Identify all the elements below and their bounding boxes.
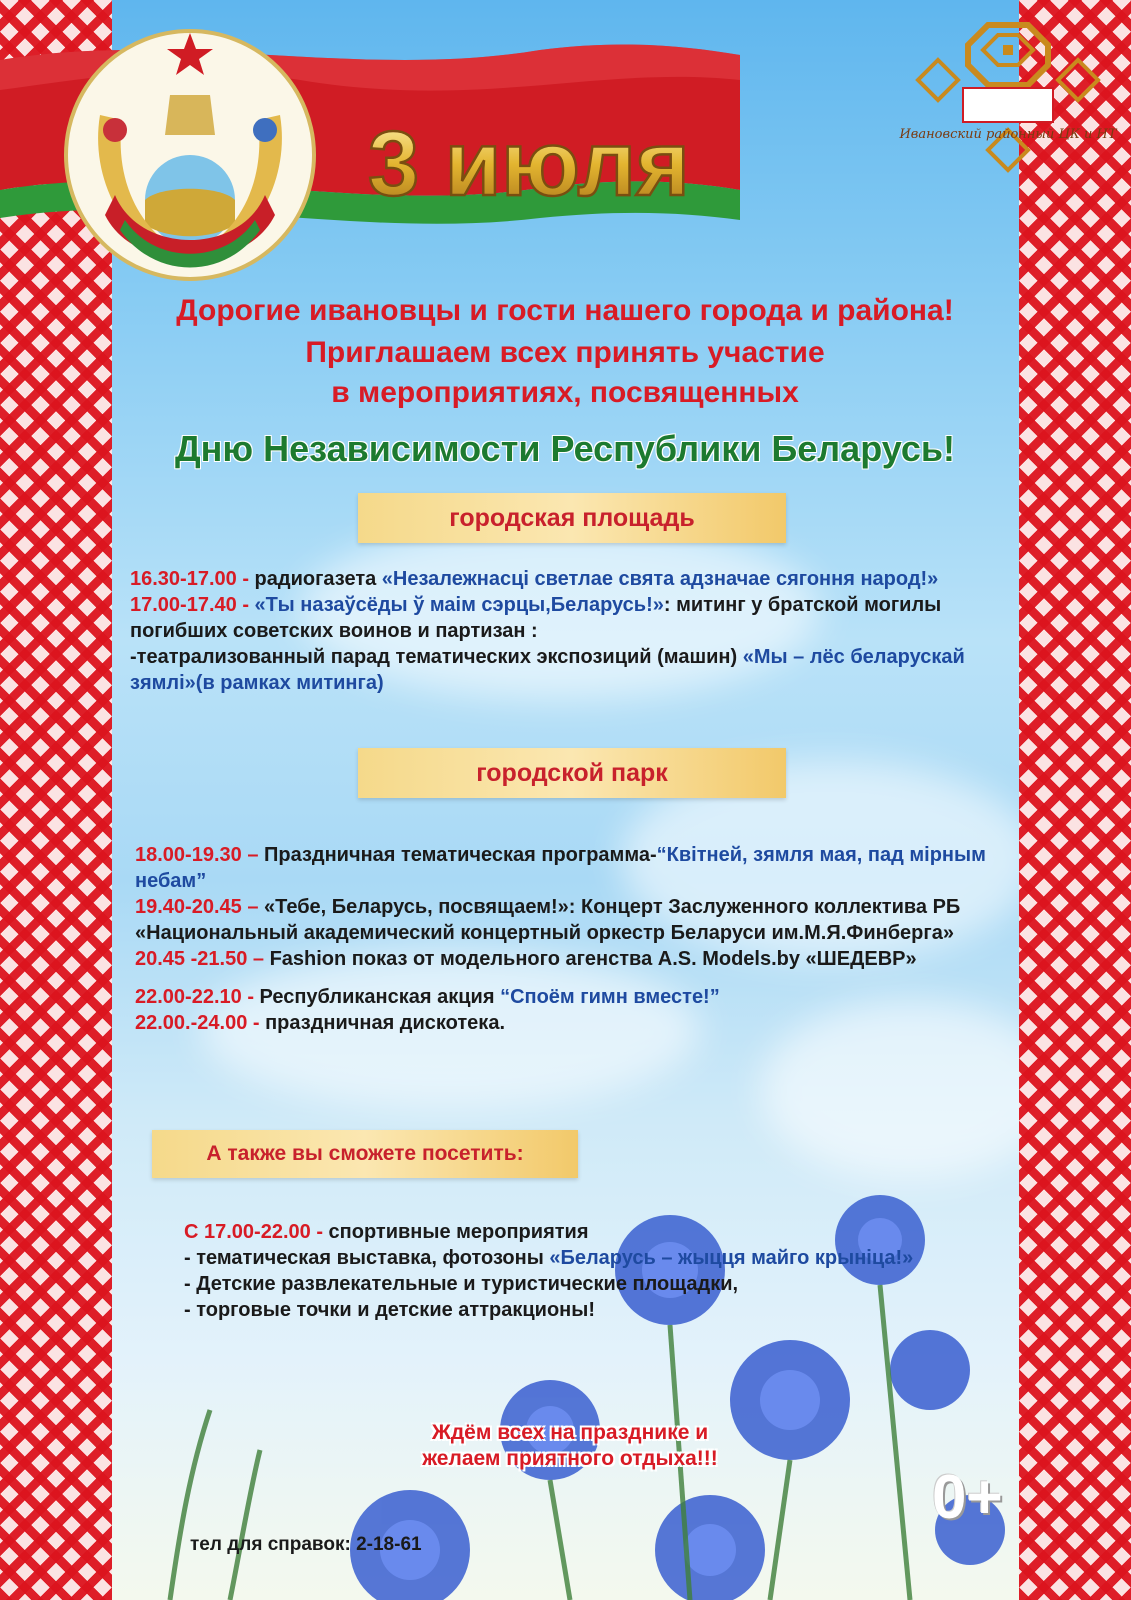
event-text: радиогазета: [254, 568, 382, 590]
schedule-item: [130, 644, 1010, 696]
schedule-item: [130, 592, 1010, 644]
state-emblem: [60, 25, 320, 285]
time-range: 19.40-20.45 –: [135, 896, 264, 918]
event-title: “Споём гимн вместе!”: [500, 986, 720, 1008]
event-text: - Детские развлекательные и туристические площадки,: [184, 1273, 739, 1295]
time-range: 20.45 -21.50 –: [135, 948, 270, 970]
time-range: 16.30-17.00 -: [130, 568, 255, 590]
schedule-item: [135, 842, 995, 894]
section-banner-city-park: [358, 748, 786, 798]
date-heading: [368, 95, 728, 215]
date-text: 3 июля: [368, 113, 690, 215]
schedule-item: [135, 984, 995, 1010]
closing-message: [380, 1420, 760, 1472]
intro-line-2: Приглашаем всех принять участие: [305, 336, 825, 369]
schedule-item: [135, 894, 995, 946]
schedule-city-square: [130, 566, 1010, 696]
age-rating-badge: 0+: [932, 1463, 1003, 1532]
time-range: С 17.00-22.00 -: [184, 1221, 329, 1243]
time-range: 17.00-17.40 -: [130, 594, 255, 616]
event-title: «Мы – лёс беларускай зямлі»(в рамках митинга): [130, 646, 965, 694]
info-phone: тел для справок: 2-18-61: [190, 1534, 422, 1555]
event-title: «Беларусь – жыцця майго крыніца!»: [549, 1247, 914, 1269]
closing-line-1: Ждём всех на празднике и: [431, 1421, 709, 1444]
schedule-item: [184, 1245, 984, 1271]
independence-day-headline: Дню Независимости Республики Беларусь!: [175, 428, 955, 469]
culture-center-logo: [899, 20, 1117, 180]
event-text: - торговые точки и детские аттракционы!: [184, 1299, 595, 1321]
schedule-item: [130, 566, 1010, 592]
section-label: городской парк: [476, 758, 668, 787]
time-range: 22.00.-24.00 -: [135, 1012, 266, 1034]
section-banner-also-visit: [152, 1130, 578, 1178]
event-title: «Ты назаўсёды ў маім сэрцы,Беларусь!»: [254, 594, 664, 616]
event-text: «Тебе, Беларусь, посвящаем!»: Концерт Заслуженного коллектива РБ «Национальный академический концертный оркестр Беларуси им.М.Я.Финберга»: [135, 896, 961, 944]
event-text: Республиканская акция: [259, 986, 501, 1008]
time-range: 22.00-22.10 -: [135, 986, 260, 1008]
schedule-item: [135, 1010, 995, 1036]
section-banner-city-square: [358, 493, 786, 543]
logo-caption: Ивановский районный ЦК и НТ: [899, 127, 1117, 142]
event-text: праздничная дискотека.: [265, 1012, 505, 1034]
schedule-item: [184, 1219, 984, 1245]
schedule-item: [184, 1271, 984, 1297]
closing-line-2: желаем приятного отдыха!!!: [422, 1447, 718, 1470]
section-label: А также вы сможете посетить:: [206, 1142, 524, 1165]
event-title: «Незалежнасці светлае свята адзначае сягоння народ!»: [381, 568, 939, 590]
cornflowers-illustration: [150, 1150, 1050, 1600]
schedule-item: [135, 946, 995, 972]
event-text: спортивные мероприятия: [328, 1221, 589, 1243]
section-label: городская площадь: [449, 503, 695, 532]
event-text: : митинг у братской могилы погибших советских воинов и партизан :: [130, 594, 942, 642]
intro-line-1: Дорогие ивановцы и гости нашего города и района!: [176, 294, 954, 327]
event-text: -театрализованный парад тематических экспозиций (машин): [130, 646, 743, 668]
schedule-city-park: [135, 842, 995, 1036]
event-text: Fashion показ от модельного агенства A.S. Models.by «ШЕДЕВР»: [269, 948, 917, 970]
intro-line-3: в мероприятиях, посвященных: [331, 376, 799, 409]
event-text: - тематическая выставка, фотозоны: [184, 1247, 550, 1269]
schedule-also-visit: [184, 1219, 984, 1323]
event-text: Праздничная тематическая программа-: [264, 844, 657, 866]
event-title: “Квітней, зямля мая, пад мірным небам”: [135, 844, 986, 892]
time-range: 18.00-19.30 –: [135, 844, 264, 866]
schedule-item: [184, 1297, 984, 1323]
